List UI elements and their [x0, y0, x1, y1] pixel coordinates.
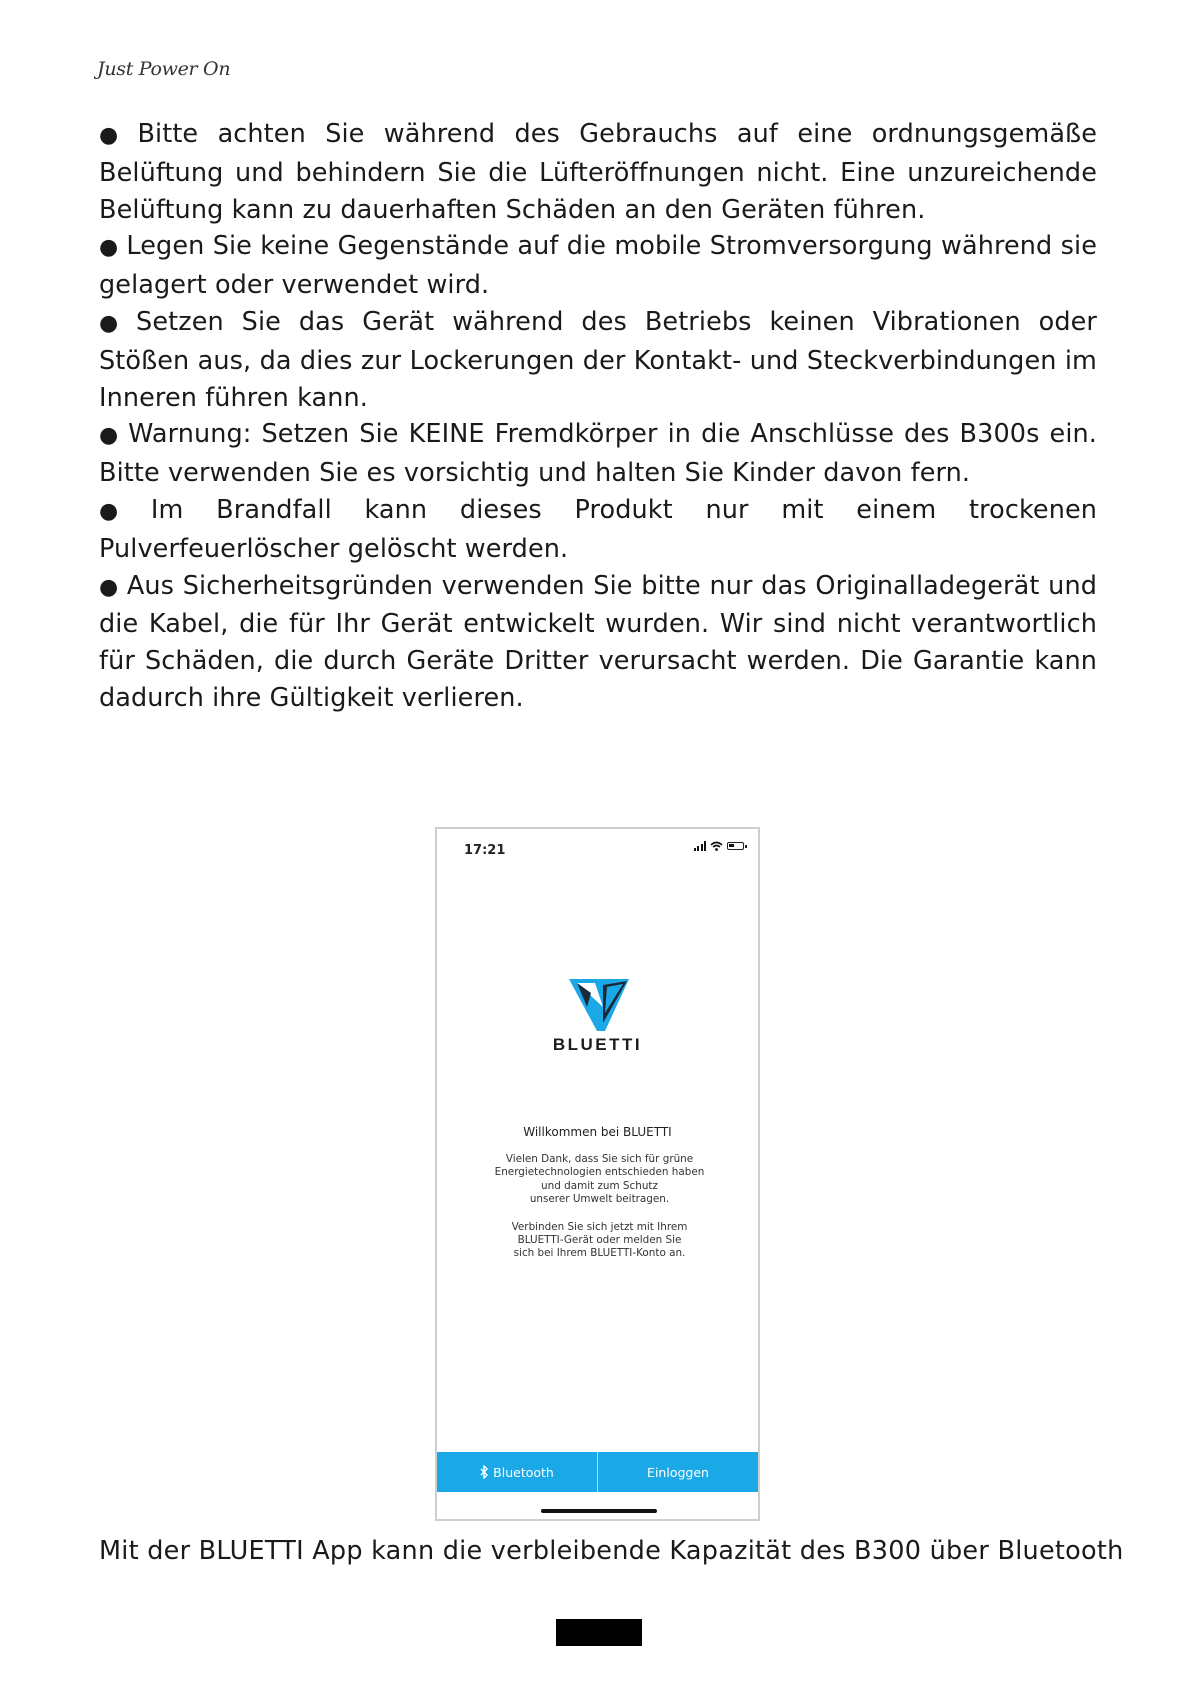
bluetooth-icon [480, 1465, 489, 1479]
login-button[interactable] [597, 1452, 758, 1492]
bullet-icon: ● [99, 423, 121, 449]
bottom-action-bar [437, 1452, 758, 1492]
text-line: BLUETTI-Gerät oder melden Sie [517, 1234, 682, 1247]
bottom-paragraph: Mit der BLUETTI App kann die verbleibende Kapazität des B300 über Bluetooth [99, 1536, 1124, 1566]
welcome-text [467, 1153, 732, 1275]
text-line: Verbinden Sie sich jetzt mit Ihrem [511, 1220, 688, 1233]
header-slogan: Just Power On [97, 58, 231, 80]
text-line: unserer Umwelt beitragen. [529, 1193, 670, 1206]
bullet-icon: ● [99, 574, 119, 600]
bullet-icon: ● [99, 310, 129, 336]
bluetti-logo-text: BLUETTI [552, 1035, 643, 1054]
bullet-icon: ● [99, 498, 143, 524]
battery-icon [727, 842, 744, 850]
bullet-icon: ● [99, 123, 130, 148]
bullet-text: Legen Sie keine Gegenstände auf die mobile Stromversorgung während sie gelagert oder verwendet wird. [99, 231, 1097, 301]
bluetooth-button-label: Bluetooth [493, 1464, 554, 1480]
bullet-paragraph [99, 568, 1097, 717]
welcome-title: Willkommen bei BLUETTI [523, 1125, 672, 1139]
bullet-text: Bitte achten Sie während des Gebrauchs auf eine ordnungsgemäße Belüftung und behindern Sie die Lüfteröffnungen nicht. Eine unzureichende Belüftung kann zu dauerhaften Schäden an den Geräten führen. [99, 119, 1097, 225]
welcome-paragraph [467, 1153, 732, 1207]
app-screenshot [435, 827, 760, 1521]
login-button-label: Einloggen [647, 1464, 709, 1480]
bullet-paragraph [99, 416, 1097, 492]
signal-icon [694, 841, 707, 851]
bullet-text: Warnung: Setzen Sie KEINE Fremdkörper in die Anschlüsse des B300s ein. Bitte verwenden Sie es vorsichtig und halten Sie Kinder davon fern. [99, 419, 1097, 489]
text-line: Energietechnologien entschieden haben [494, 1166, 705, 1179]
status-time: 17:21 [464, 843, 506, 858]
bullet-paragraph [99, 492, 1097, 568]
text-line: Vielen Dank, dass Sie sich für grüne [505, 1153, 694, 1165]
text-line: und damit zum Schutz [541, 1179, 658, 1192]
bluetooth-button[interactable] [437, 1452, 597, 1492]
page-number-box [556, 1619, 642, 1646]
status-icons [694, 841, 745, 851]
wifi-icon [710, 841, 723, 851]
connect-paragraph [467, 1221, 732, 1261]
bullet-paragraph [99, 228, 1097, 304]
home-indicator [541, 1509, 657, 1513]
bullet-paragraph [99, 304, 1097, 416]
safety-instructions [99, 116, 1097, 717]
bullet-text: Aus Sicherheitsgründen verwenden Sie bitte nur das Originalladegerät und die Kabel, die für Ihr Gerät entwickelt wurden. Wir sind nicht verantwortlich für Schäden, die durch Geräte Dritter verursacht werden. Die Garantie kann dadurch ihre Gültigkeit verlieren. [99, 570, 1097, 713]
bullet-paragraph [99, 116, 1097, 228]
bullet-text: Setzen Sie das Gerät während des Betriebs keinen Vibrationen oder Stößen aus, da dies zur Lockerungen der Kontakt- und Steckverbindungen im Inneren führen kann. [99, 306, 1097, 413]
bullet-icon: ● [99, 235, 119, 261]
text-line: sich bei Ihrem BLUETTI-Konto an. [513, 1247, 686, 1260]
bullet-text: Im Brandfall kann dieses Produkt nur mit einem trockenen Pulverfeuerlöscher gelöscht werden. [99, 494, 1098, 564]
bluetti-logo-icon [567, 977, 631, 1033]
